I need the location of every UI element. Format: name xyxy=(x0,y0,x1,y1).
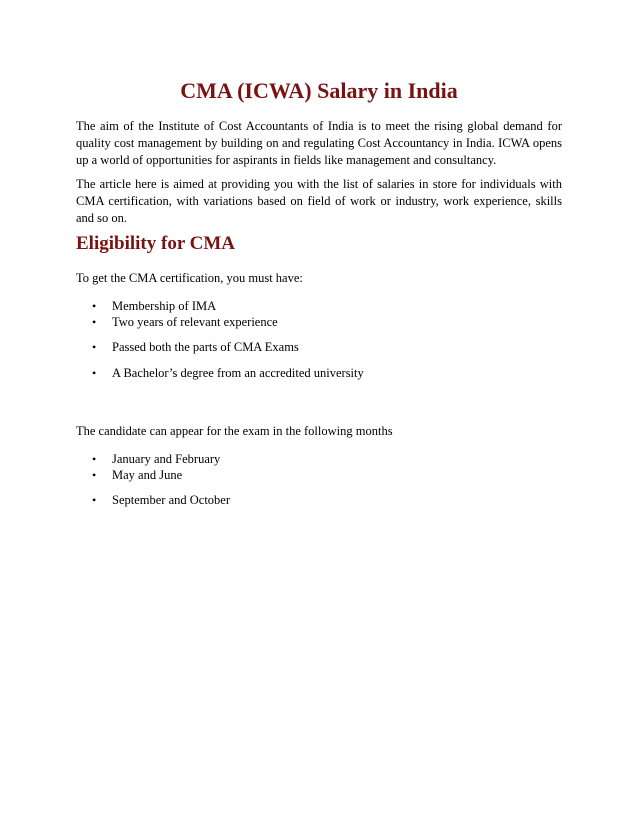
list-item-text: Membership of IMA xyxy=(112,299,217,313)
list-item xyxy=(92,492,230,509)
list-item-text: January and February xyxy=(112,452,221,466)
eligibility-heading: Eligibility for CMA xyxy=(76,233,236,254)
bullet-icon: • xyxy=(92,340,97,354)
page-title: CMA (ICWA) Salary in India xyxy=(180,78,458,103)
list-item xyxy=(92,339,299,356)
intro-paragraph-1: The aim of the Institute of Cost Accountants of India is to meet the rising global demand for quality cost management by building on and regulating Cost Accountancy in India. ICWA opens up a world of opportunities for aspirants in fields like management and consultancy. xyxy=(76,119,562,167)
list-item xyxy=(92,451,220,468)
list-item xyxy=(92,467,182,484)
bullet-icon: • xyxy=(92,468,97,482)
bullet-icon: • xyxy=(92,452,97,466)
list-item-text: A Bachelor’s degree from an accredited university xyxy=(112,366,364,380)
intro-paragraph-2: The article here is aimed at providing you with the list of salaries in store for individuals with CMA certification, with variations based on field of work or industry, work experience, skills and so on. xyxy=(76,177,562,225)
list-item-text: Passed both the parts of CMA Exams xyxy=(112,340,299,354)
bullet-icon: • xyxy=(92,493,97,507)
list-item-text: Two years of relevant experience xyxy=(112,315,278,329)
list-item-text: September and October xyxy=(112,493,231,507)
list-item xyxy=(92,365,364,382)
list-item xyxy=(92,314,278,331)
list-item-text: May and June xyxy=(112,468,183,482)
bullet-icon: • xyxy=(92,315,97,329)
bullet-icon: • xyxy=(92,366,97,380)
exam-months-lead: The candidate can appear for the exam in the following months xyxy=(76,424,393,438)
bullet-icon: • xyxy=(92,299,97,313)
eligibility-lead: To get the CMA certification, you must have: xyxy=(76,271,303,285)
list-item xyxy=(92,298,216,315)
